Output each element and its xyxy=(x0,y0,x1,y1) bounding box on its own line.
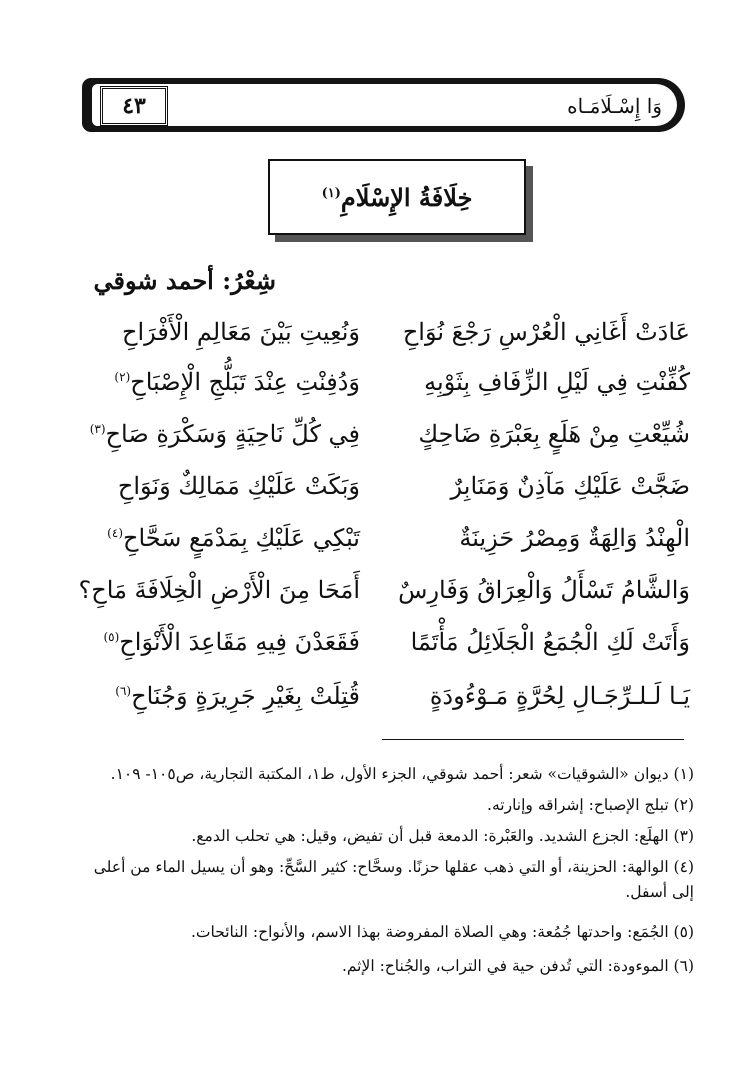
footnote-separator xyxy=(382,739,684,740)
verse-second-hemistich xyxy=(90,420,360,448)
poem-title-note: (١) xyxy=(321,185,341,201)
verse-first-hemistich: يَـا لَـلـرِّجَـالِ لِحُرَّةٍ مَـوْءُودَةٍ xyxy=(429,682,690,710)
footnote: (٤) الوالهة: الحزينة، أو التي ذهب عقلها حزنًا. وسحَّاح: كثير السَّحِّ: وهو أن يسيل الماء من أعلى إلى أسفل. xyxy=(93,858,694,901)
verse-first-hemistich: ضَجَّتْ عَلَيْكِ مَآذِنٌ وَمَنَابِرٌ xyxy=(450,472,690,500)
footnote-marker: (٤) xyxy=(107,526,123,540)
verse-line xyxy=(70,682,690,722)
verse-second-hemistich xyxy=(79,576,360,604)
verse-line xyxy=(70,420,690,460)
hemistich-text: تَبْكِي عَلَيْكِ بِمَدْمَعٍ سَحَّاحِ xyxy=(123,524,360,552)
hemistich-text: أَمَحَا مِنَ الْأَرْضِ الْخِلَافَةَ مَاحِ؟ xyxy=(78,576,360,604)
verse-line xyxy=(70,368,690,408)
hemistich-text: وَبَكَتْ عَلَيْكِ مَمَالِكٌ وَنَوَاحِ xyxy=(117,472,360,500)
verse-second-hemistich xyxy=(115,682,360,710)
hemistich-text: وَدُفِنْتِ عِنْدَ تَبَلُّجِ الْإِصْبَاحِ xyxy=(130,368,360,396)
verse-line xyxy=(70,472,690,512)
page-number: ٤٣ xyxy=(100,86,168,126)
poet-credit: شِعْرُ: أحمد شوقي xyxy=(93,266,276,295)
verse-line xyxy=(70,628,690,668)
poem-title-box xyxy=(268,159,526,235)
verse-line xyxy=(70,524,690,564)
verse-first-hemistich: شُيِّعْتِ مِنْ هَلَعٍ بِعَبْرَةِ ضَاحِكٍ xyxy=(418,420,690,448)
hemistich-text: فَقَعَدْنَ فِيهِ مَقَاعِدَ الْأَنْوَاحِ xyxy=(119,628,360,656)
verse-second-hemistich xyxy=(103,628,360,656)
hemistich-text: فِي كُلِّ نَاحِيَةٍ وَسَكْرَةِ صَاحِ xyxy=(105,420,360,448)
verse-first-hemistich: وَأَتَتْ لَكِ الْجُمَعُ الْجَلَائِلُ مَأْتَمًا xyxy=(410,628,690,656)
verse-second-hemistich xyxy=(118,472,360,500)
footnote: (٢) تبلج الإصباح: إشراقه وإنارته. xyxy=(487,796,694,814)
running-title: وَا إِسْـلَامَـاه xyxy=(567,94,662,118)
footnote: (١) ديوان «الشوقيات» شعر: أحمد شوقي، الجزء الأول، ط١، المكتبة التجارية، ص١٠٥- ١٠٩. xyxy=(110,765,694,783)
verse-second-hemistich xyxy=(107,524,360,552)
poem-title xyxy=(322,183,473,212)
hemistich-text: قُتِلَتْ بِغَيْرِ جَرِيرَةٍ وَجُنَاحِ xyxy=(131,682,360,710)
verse-second-hemistich xyxy=(114,368,360,396)
verse-line xyxy=(70,318,690,358)
verse-second-hemistich xyxy=(122,318,360,346)
verse-first-hemistich: الْهِنْدُ وَالِهَةٌ وَمِصْرُ حَزِينَةٌ xyxy=(459,524,690,552)
verse-first-hemistich: عَادَتْ أَغَانِي الْعُرْسِ رَجْعَ نُوَاحِ xyxy=(402,318,690,346)
verse-first-hemistich: كُفِّنْتِ فِي لَيْلِ الزِّفَافِ بِثَوْبِهِ xyxy=(424,368,690,396)
footnote-marker: (٢) xyxy=(114,370,131,384)
footnote: (٣) الهلَع: الجزع الشديد. والعَبْرة: الدمعة قبل أن تفيض، وقيل: هي تحلب الدمع. xyxy=(191,827,694,845)
poem-title-text: خِلَافَةُ الإِسْلَامِ xyxy=(340,182,473,212)
hemistich-text: وَنُعِيتِ بَيْنَ مَعَالِمِ الْأَفْرَاحِ xyxy=(122,318,360,346)
footnote-marker: (٣) xyxy=(89,422,106,436)
footnote-marker: (٥) xyxy=(103,630,120,644)
footnote-marker: (٦) xyxy=(115,684,132,698)
verse-first-hemistich: وَالشَّامُ تَسْأَلُ وَالْعِرَاقُ وَفَارِسٌ xyxy=(398,576,690,604)
verse-line xyxy=(70,576,690,616)
footnote: (٥) الجُمَع: واحدتها جُمُعة: وهي الصلاة المفروضة بهذا الاسم، والأنواح: النائحات. xyxy=(190,923,694,941)
footnote: (٦) الموءودة: التي تُدفن حية في التراب، والجُناح: الإثم. xyxy=(341,957,694,975)
